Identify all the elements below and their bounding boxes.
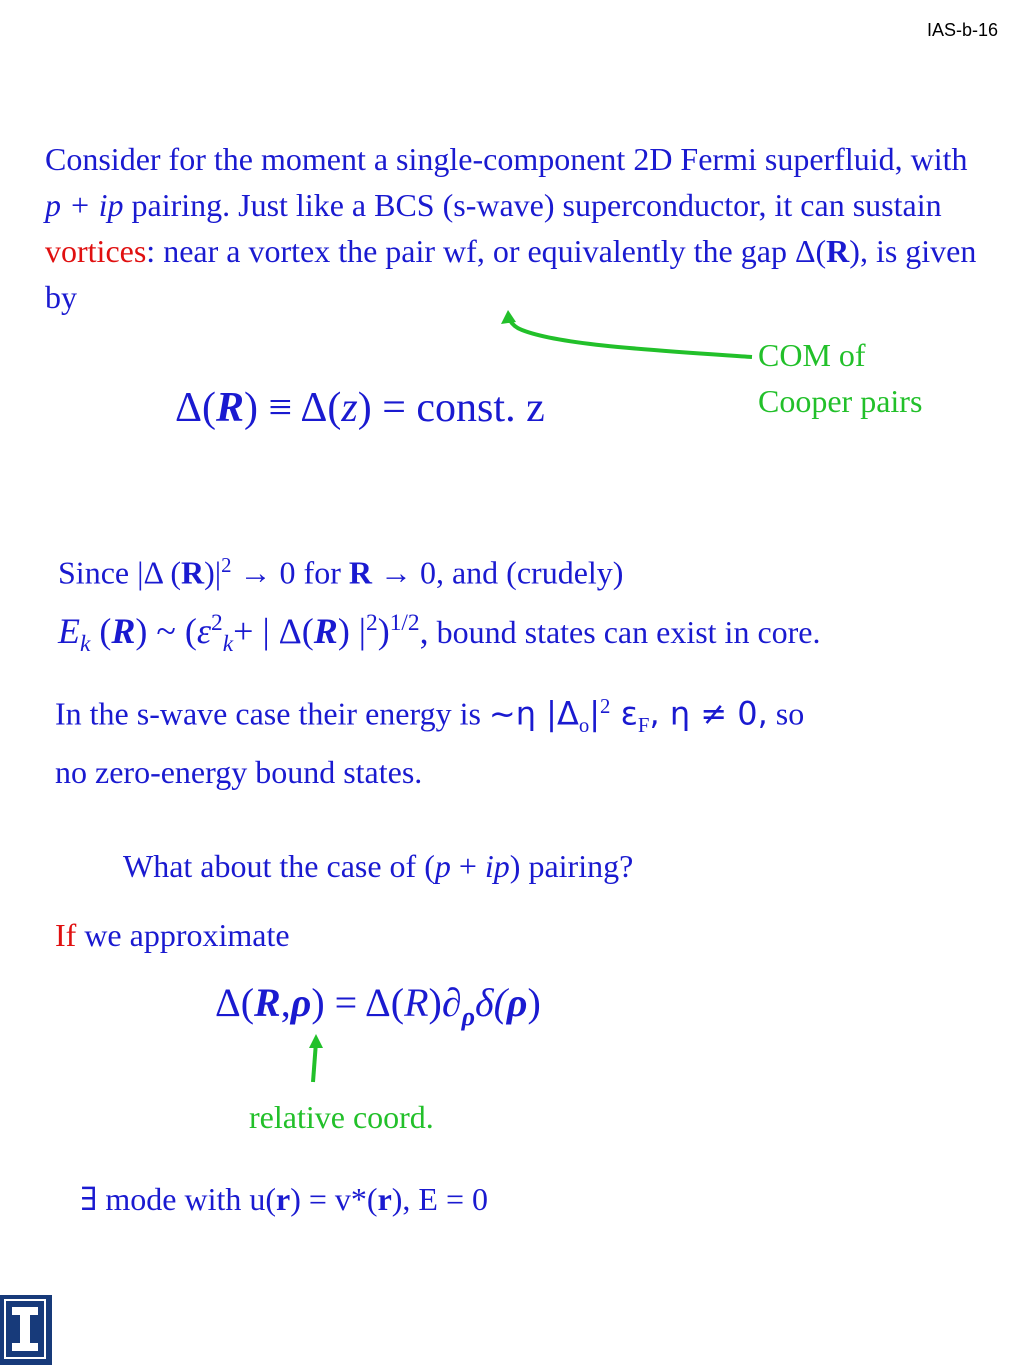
energy-line — [58, 598, 821, 669]
swave-line2: no zero-energy bound states. — [55, 754, 423, 791]
swave-d: ε — [610, 694, 638, 733]
question-line — [123, 845, 633, 887]
swave-f: so — [767, 695, 805, 732]
mode-r: r — [276, 1181, 291, 1217]
eq2-e: δ( — [475, 980, 507, 1025]
swave-line1 — [55, 684, 804, 749]
ek-d: ) | — [337, 611, 367, 651]
slide-id: IAS-b-16 — [926, 20, 998, 40]
mode-c: ), E = 0 — [391, 1181, 489, 1217]
ek-e: ) — [377, 611, 390, 651]
ek-eps: ε — [196, 611, 212, 651]
eq2-b: , — [280, 980, 291, 1025]
eq2-R: R — [254, 980, 281, 1025]
since-R: R — [180, 554, 205, 591]
ek-sq: 2 — [366, 610, 378, 636]
mode-a: ∃ mode with u( — [80, 1181, 276, 1217]
com-arrow — [508, 316, 752, 357]
if-rest: we approximate — [76, 917, 290, 953]
if-line — [55, 914, 290, 956]
eq1-R: R — [216, 385, 245, 431]
swave-o: o — [578, 714, 590, 738]
swave-text — [55, 684, 804, 795]
ek-f: , — [419, 611, 429, 651]
eq2-rho-sub: ρ — [461, 1002, 475, 1031]
com-label-line2: Cooper pairs — [758, 383, 923, 419]
eq2-R2: R — [404, 980, 429, 1025]
swave-c: | — [589, 694, 601, 733]
ek-subk: k — [222, 631, 234, 658]
vortices-word: vortices — [45, 233, 147, 269]
swave-F: F — [637, 714, 650, 738]
eq2-a: Δ( — [215, 980, 255, 1025]
mode-line — [80, 1178, 488, 1220]
com-label-line1: COM of — [758, 337, 866, 373]
swave-e: , η ≠ 0, — [649, 694, 768, 733]
ek-a: ( — [90, 611, 112, 651]
eq1-rhs: ) = const. z — [357, 385, 545, 431]
swave-a: In the s-wave case their energy is — [55, 695, 489, 732]
ek-R2: R — [313, 611, 338, 651]
since-b: )| — [204, 554, 222, 591]
university-logo-icon — [0, 1295, 52, 1365]
mode-b: ) = v*( — [290, 1181, 378, 1217]
since-a: Since |Δ ( — [58, 554, 181, 591]
eq2-c: ) = Δ( — [311, 980, 405, 1025]
question-ip: ip — [484, 848, 510, 884]
ek-R: R — [111, 611, 136, 651]
eq2-f: ) — [527, 980, 541, 1025]
intro-R: R — [826, 233, 850, 269]
question-c: ) pairing? — [509, 848, 634, 884]
question-a: What about the case of ( — [123, 848, 435, 884]
eq2-d: )∂ — [428, 980, 462, 1025]
ek-sup2: 2 — [211, 610, 223, 636]
since-line — [58, 546, 623, 593]
swave-b: ~η |Δ — [488, 694, 579, 733]
since-sq: 2 — [221, 554, 232, 577]
question-p: p — [434, 848, 451, 884]
p-ip: p + ip — [45, 187, 124, 223]
ek-half: 1/2 — [389, 610, 420, 636]
ek-E: E — [58, 611, 80, 651]
eq2-rho2: ρ — [506, 980, 528, 1025]
intro-text-2: pairing. Just like a BCS (s-wave) superconductor, it can sustain — [123, 187, 942, 223]
question-b: + — [450, 848, 485, 884]
ek-k: k — [80, 631, 91, 658]
eq2-rho: ρ — [290, 980, 312, 1025]
approx-equation — [215, 975, 541, 1045]
com-arrowhead — [501, 310, 516, 324]
eq1-z: z — [341, 385, 358, 431]
since-R2: R — [348, 554, 372, 591]
ek-tail: bound states can exist in core. — [428, 614, 821, 650]
gap-equation — [175, 380, 545, 436]
intro-text-1: Consider for the moment a single-component 2D Fermi superfluid, with — [45, 141, 968, 177]
eq1-lhs: Δ( — [175, 385, 216, 431]
swave-sq: 2 — [600, 695, 611, 718]
ek-c: + | Δ( — [233, 611, 314, 651]
relative-coord-label: relative coord. — [249, 1099, 434, 1135]
intro-text-3: : near a vortex the pair wf, or equivalently the gap Δ( — [146, 233, 827, 269]
if-word: If — [55, 917, 77, 953]
ek-b: ) ~ ( — [135, 611, 197, 651]
since-d: → 0, and (crudely) — [371, 554, 624, 591]
since-c: → 0 for — [231, 554, 349, 591]
mode-r2: r — [377, 1181, 392, 1217]
eq1-mid: ) ≡ Δ( — [244, 385, 342, 431]
intro-text-4: ), is given by — [45, 233, 977, 315]
